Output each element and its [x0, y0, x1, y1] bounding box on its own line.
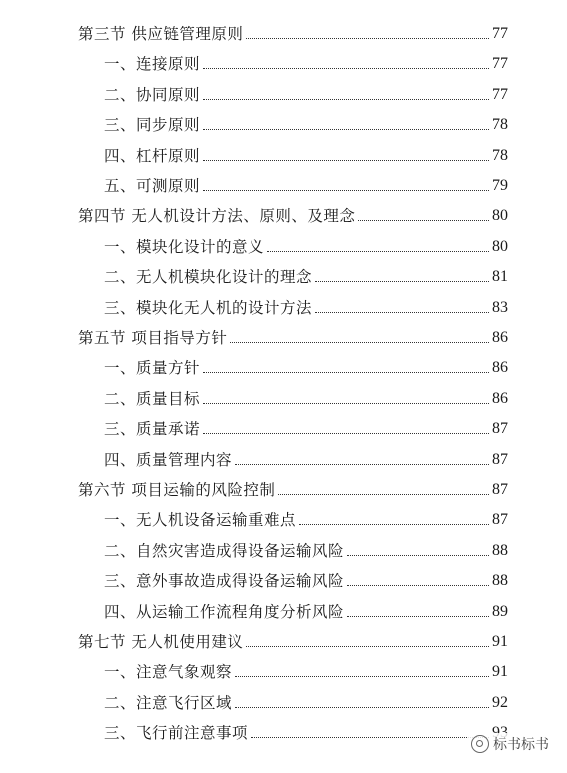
toc-entry-title: 第三节 供应链管理原则: [78, 25, 244, 43]
dot-leader: [267, 251, 489, 252]
wechat-icon: [471, 735, 489, 753]
toc-section-row[interactable]: [78, 202, 508, 226]
toc-entry-title: 二、注意飞行区域: [104, 693, 233, 712]
toc-page-number: 92: [492, 693, 508, 711]
toc-entry-title: 四、从运输工作流程角度分析风险: [104, 602, 345, 621]
toc-entry-title: 一、连接原则: [104, 55, 201, 74]
toc-entry-title: 第七节 无人机使用建议: [78, 633, 244, 651]
toc-page-number: 78: [492, 146, 508, 164]
toc-item-row[interactable]: [104, 172, 508, 196]
toc-entry-title: 二、无人机模块化设计的理念: [104, 268, 313, 287]
toc-item-row[interactable]: [104, 658, 508, 682]
dot-leader: [315, 281, 489, 282]
toc-entry-title: 四、质量管理内容: [104, 450, 233, 469]
dot-leader: [203, 68, 489, 69]
toc-page-number: 88: [492, 541, 508, 559]
toc-page-number: 91: [492, 633, 508, 650]
dot-leader: [203, 372, 489, 373]
dot-leader: [347, 585, 489, 586]
toc-page-number: 88: [492, 572, 508, 590]
dot-leader: [203, 433, 489, 434]
dot-leader: [230, 342, 489, 343]
toc-page-number: 77: [492, 85, 508, 103]
toc-page-number: 87: [492, 420, 508, 438]
toc-page-number: 87: [492, 450, 508, 468]
toc-item-row[interactable]: [104, 537, 508, 561]
toc-item-row[interactable]: [104, 81, 508, 105]
dot-leader: [203, 403, 489, 404]
toc-page-number: 77: [492, 55, 508, 73]
dot-leader: [235, 676, 489, 677]
toc-item-row[interactable]: [104, 567, 508, 591]
dot-leader: [278, 494, 489, 495]
toc-entry-title: 第六节 项目运输的风险控制: [78, 481, 276, 499]
toc-section-row[interactable]: [78, 324, 508, 348]
toc-page-number: 79: [492, 177, 508, 194]
toc-item-row[interactable]: [104, 506, 508, 530]
toc-item-row[interactable]: [104, 263, 508, 287]
toc-item-row[interactable]: [104, 354, 508, 378]
toc-entry-title: 三、质量承诺: [104, 420, 201, 439]
toc-section-row[interactable]: [78, 20, 508, 44]
dot-leader: [203, 129, 489, 130]
toc-entry-title: 第五节 项目指导方针: [78, 329, 228, 347]
toc-entry-title: 二、协同原则: [104, 85, 201, 104]
dot-leader: [251, 737, 489, 738]
toc-item-row[interactable]: [104, 111, 508, 135]
toc-section-row[interactable]: [78, 628, 508, 652]
dot-leader: [347, 555, 489, 556]
toc-item-row[interactable]: [104, 142, 508, 166]
toc-page-number: 87: [492, 481, 508, 498]
toc-item-row[interactable]: [104, 446, 508, 470]
toc-item-row[interactable]: [104, 689, 508, 713]
toc-item-row[interactable]: [104, 719, 508, 743]
toc-item-row[interactable]: [104, 598, 508, 622]
dot-leader: [315, 312, 489, 313]
toc-page-number: 89: [492, 602, 508, 620]
dot-leader: [246, 646, 489, 647]
watermark: [467, 733, 553, 755]
dot-leader: [203, 190, 489, 191]
toc-entry-title: 四、杠杆原则: [104, 146, 201, 165]
toc-page-number: 86: [492, 359, 508, 377]
toc-section-row[interactable]: [78, 476, 508, 500]
dot-leader: [203, 160, 489, 161]
toc-page-number: 86: [492, 329, 508, 346]
toc-page-number: 87: [492, 511, 508, 529]
toc-page-number: 80: [492, 237, 508, 255]
toc-entry-title: 第四节 无人机设计方法、原则、及理念: [78, 207, 356, 226]
toc-entry-title: 二、质量目标: [104, 389, 201, 408]
toc-item-row[interactable]: [104, 415, 508, 439]
toc-page-number: 78: [492, 116, 508, 134]
toc-entry-title: 一、模块化设计的意义: [104, 237, 265, 256]
dot-leader: [358, 220, 489, 221]
toc-item-row[interactable]: [104, 294, 508, 318]
toc-entry-title: 三、同步原则: [104, 116, 201, 135]
toc-entry-title: 三、意外事故造成得设备运输风险: [104, 572, 345, 591]
toc-entry-title: 三、模块化无人机的设计方法: [104, 298, 313, 317]
toc-item-row[interactable]: [104, 385, 508, 409]
toc-entry-title: 一、质量方针: [104, 359, 201, 378]
toc-page-number: 81: [492, 268, 508, 286]
toc-entry-title: 三、飞行前注意事项: [104, 724, 249, 743]
dot-leader: [246, 38, 489, 39]
toc-page-number: 77: [492, 25, 508, 42]
toc-page-number: 91: [492, 663, 508, 681]
watermark-text: 标书标书: [493, 737, 549, 753]
toc-item-row[interactable]: [104, 50, 508, 74]
toc-entry-title: 二、自然灾害造成得设备运输风险: [104, 541, 345, 560]
dot-leader: [235, 707, 489, 708]
dot-leader: [235, 464, 489, 465]
toc-item-row[interactable]: [104, 233, 508, 257]
toc-entry-title: 一、无人机设备运输重难点: [104, 511, 297, 530]
toc-page-number: 83: [492, 298, 508, 316]
toc-page-number: 86: [492, 389, 508, 407]
toc-entry-title: 五、可测原则: [104, 177, 201, 195]
toc-entry-title: 一、注意气象观察: [104, 663, 233, 682]
toc-page-number: 80: [492, 207, 508, 225]
dot-leader: [347, 616, 489, 617]
dot-leader: [203, 99, 489, 100]
dot-leader: [299, 524, 489, 525]
